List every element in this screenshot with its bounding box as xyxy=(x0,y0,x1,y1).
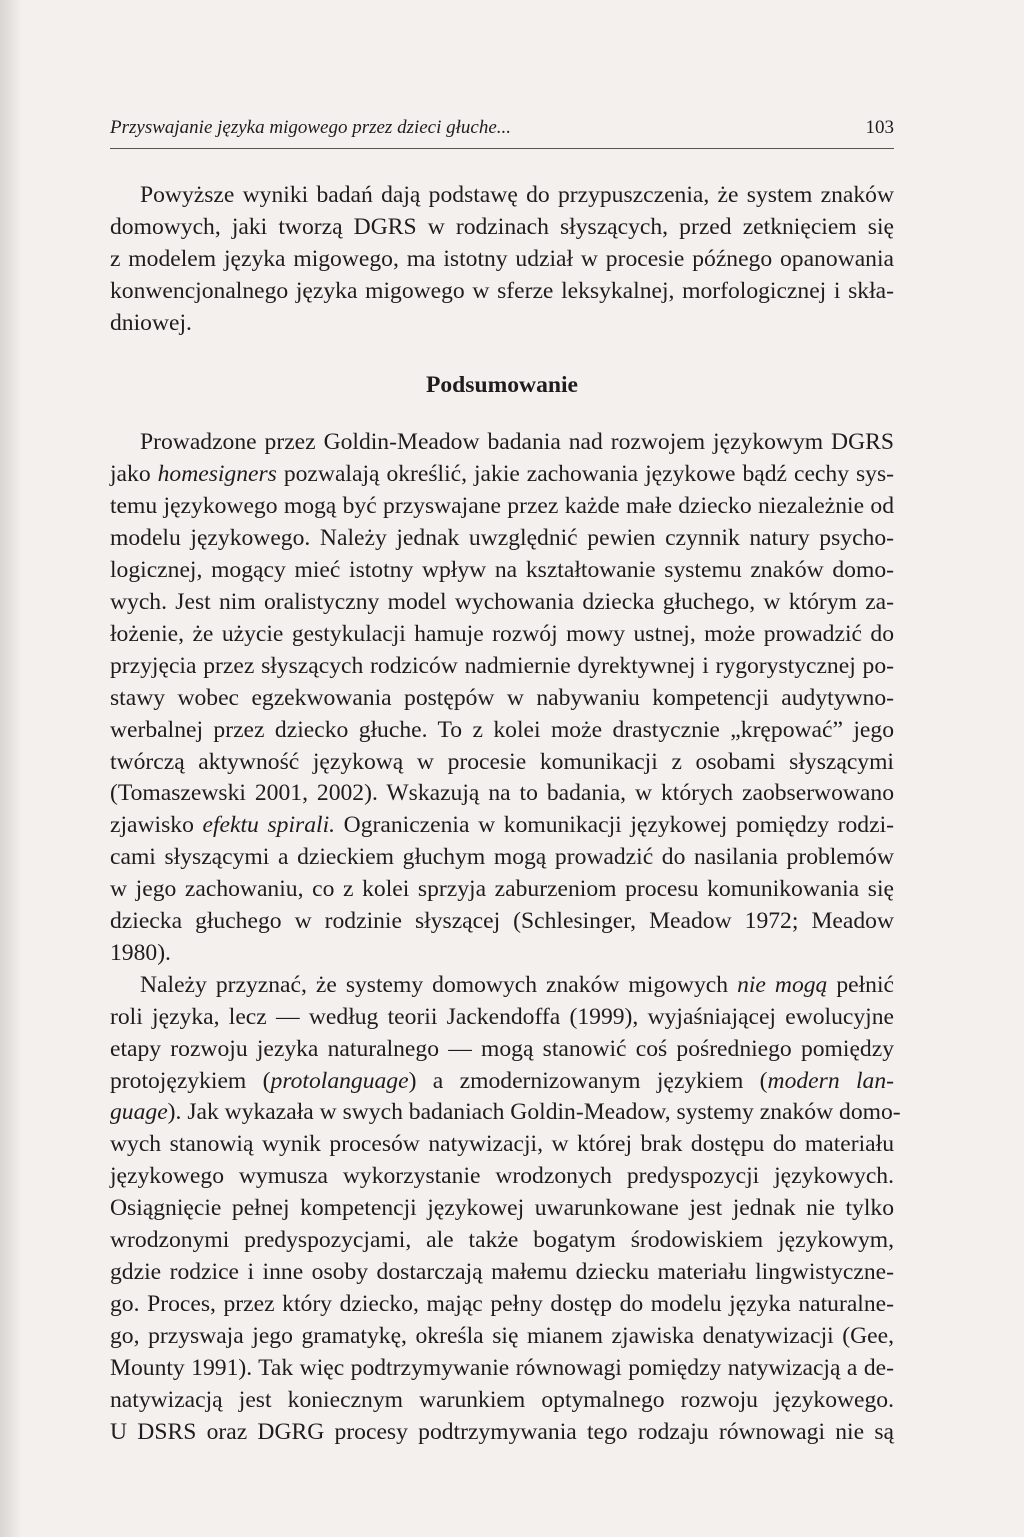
text-line: Prowadzone przez Goldin-Meadow badania nad rozwojem językowym DGRS xyxy=(140,429,894,456)
text-line: z modelem języka migowego, ma istotny udział w procesie późnego opanowania xyxy=(110,245,894,272)
text-line: łożenie, że użycie gestykulacji hamuje rozwój mowy ustnej, może prowadzić do xyxy=(110,620,894,647)
text-line: Mounty 1991). Tak więc podtrzymywanie równowagi pomiędzy natywizacją a de- xyxy=(110,1354,894,1381)
page-number: 103 xyxy=(865,117,894,138)
text-line: przyjęcia przez słyszących rodziców nadmiernie dyrektywnej i rygorystycznej po- xyxy=(110,652,894,679)
text-line: dziecka głuchego w rodzinie słyszącej (Schlesinger, Meadow 1972; Meadow xyxy=(110,908,894,935)
text-line: protojęzykiem (protolanguage) a zmodernizowanym językiem (modern lan- xyxy=(110,1067,895,1094)
text-line: domowych, jaki tworzą DGRS w rodzinach słyszących, przed zetknięciem się xyxy=(110,213,894,240)
text-line: roli języka, lecz — według teorii Jackendoffa (1999), wyjaśniającej ewolucyjne xyxy=(110,1003,894,1030)
text-line: w jego zachowaniu, co z kolei sprzyja zaburzeniom procesu komunikowania się xyxy=(110,876,894,903)
text-line: konwencjonalnego języka migowego w sferze leksykalnej, morfologicznej i skła- xyxy=(110,277,894,304)
running-header xyxy=(110,116,894,149)
italic-term: homesigners xyxy=(157,461,277,488)
text-line: Osiągnięcie pełnej kompetencji językowej uwarunkowane jest jednak nie tylko xyxy=(110,1195,894,1222)
text-line: go, przyswaja jego gramatykę, określa się mianem zjawiska denatywizacji (Gee, xyxy=(110,1322,894,1349)
text-line: zjawisko efektu spirali. Ograniczenia w komunikacji językowej pomiędzy rodzi- xyxy=(110,812,894,839)
text-line: temu językowego mogą być przyswajane przez każde małe dziecko niezależnie od xyxy=(110,493,894,520)
paragraph-1 xyxy=(110,180,894,340)
italic-term: nie mogą xyxy=(737,971,828,998)
text-line: językowego wymusza wykorzystanie wrodzonych predyspozycji językowych. xyxy=(110,1163,894,1190)
text-line: gdzie rodzice i inne osoby dostarczają małemu dziecku materiału lingwistyczne- xyxy=(110,1259,894,1285)
text-line: dniowej. xyxy=(110,309,192,336)
text-line: cami słyszącymi a dzieckiem głuchym mogą prowadzić do nasilania problemów xyxy=(110,844,894,871)
text-line: wrodzonymi predyspozycjami, ale także bogatym środowiskiem językowym, xyxy=(110,1227,894,1254)
text-line: modelu językowego. Należy jednak uwzględnić pewien czynnik natury psycho- xyxy=(110,525,894,552)
text-line: go. Proces, przez który dziecko, mając pełny dostęp do modelu języka naturalne- xyxy=(110,1290,894,1317)
text-line: stawy wobec egzekwowania postępów w nabywaniu kompetencji audytywno- xyxy=(110,684,894,711)
italic-term: modern lan- xyxy=(767,1067,895,1094)
page-edge-shadow xyxy=(0,0,22,1537)
text-line: werbalnej przez dziecko głuche. To z kolei może drastycznie „krępować” jego xyxy=(110,716,894,743)
text-line: etapy rozwoju jezyka naturalnego — mogą stanowić coś pośredniego pomiędzy xyxy=(110,1035,894,1062)
page-body xyxy=(110,180,901,1448)
text-line: (Tomaszewski 2001, 2002). Wskazują na to badania, w których zaobserwowano xyxy=(110,780,894,807)
text-line: Należy przyznać, że systemy domowych znaków migowych nie mogą pełnić xyxy=(140,971,895,998)
section-heading: Podsumowanie xyxy=(425,371,579,398)
paragraph-3 xyxy=(110,970,901,1449)
text-line: wych. Jest nim oralistyczny model wychowania dziecka głuchego, w którym za- xyxy=(110,588,894,615)
text-line: logicznej, mogący mieć istotny wpływ na kształtowanie systemu znaków domo- xyxy=(110,557,894,584)
text-line: 1980). xyxy=(110,939,171,966)
text-line: Powyższe wyniki badań dają podstawę do przypuszczenia, że system znaków xyxy=(140,182,894,208)
italic-term: efektu spirali. xyxy=(202,812,336,839)
text-line: U DSRS oraz DGRG procesy podtrzymywania tego rodzaju równowagi nie są xyxy=(110,1418,894,1445)
running-title: Przyswajanie języka migowego przez dzieci głuche... xyxy=(110,117,512,138)
text-line: twórczą aktywność językową w procesie komunikacji z osobami słyszącymi xyxy=(110,748,894,775)
text-line: jako homesigners pozwalają określić, jakie zachowania językowe bądź cechy sys- xyxy=(110,461,894,488)
paragraph-2 xyxy=(110,427,894,969)
italic-term: protolanguage xyxy=(270,1067,409,1094)
text-line: wych stanowią wynik procesów natywizacji, w której brak dostępu do materiału xyxy=(110,1131,894,1158)
text-line: natywizacją jest koniecznym warunkiem optymalnego rozwoju językowego. xyxy=(110,1386,894,1413)
italic-term: guage xyxy=(110,1099,168,1126)
text-line: guage). Jak wykazała w swych badaniach Goldin-Meadow, systemy znaków domo- xyxy=(110,1099,901,1126)
